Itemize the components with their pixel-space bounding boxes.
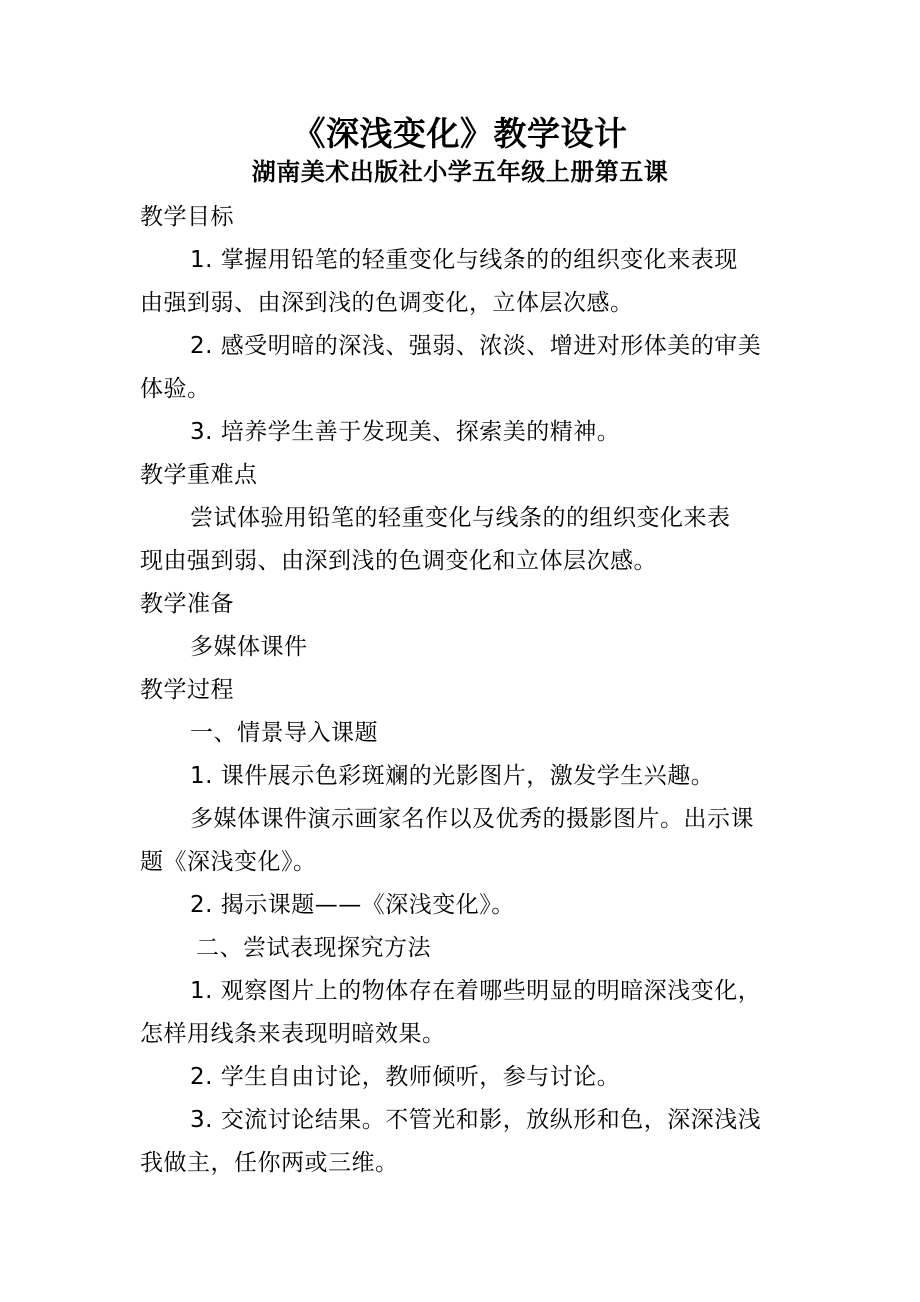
document-title: 《深浅变化》教学设计 [292, 114, 628, 153]
objective-item-1-line-1: 1. 掌握用铅笔的轻重变化与线条的的组织变化来表现 [190, 247, 738, 273]
preparation-heading: 教学准备 [140, 591, 234, 617]
process-part-1-paragraph-line-1: 多媒体课件演示画家名作以及优秀的摄影图片。出示课 [190, 806, 754, 832]
process-heading: 教学过程 [140, 677, 234, 703]
process-part-2-item-1-line-2: 怎样用线条来表现明暗效果。 [140, 1021, 446, 1047]
objectives-heading: 教学目标 [140, 204, 234, 230]
key-points-line-2: 现由强到弱、由深到浅的色调变化和立体层次感。 [140, 548, 657, 574]
objective-item-3: 3. 培养学生善于发现美、探索美的精神。 [190, 419, 621, 445]
objective-item-2-line-2: 体验。 [140, 376, 211, 402]
objective-item-1-line-2: 由强到弱、由深到浅的色调变化，立体层次感。 [140, 290, 634, 316]
process-part-1-heading: 一、情景导入课题 [190, 720, 378, 746]
document-subtitle: 湖南美术出版社小学五年级上册第五课 [251, 158, 669, 186]
process-part-2-item-2: 2. 学生自由讨论，教师倾听，参与讨论。 [190, 1064, 621, 1090]
process-part-1-paragraph-line-2: 题《深浅变化》。 [140, 849, 317, 875]
process-part-1-item-1: 1. 课件展示色彩斑斓的光影图片，激发学生兴趣。 [190, 763, 715, 789]
process-part-2-item-3-line-1: 3. 交流讨论结果。不管光和影，放纵形和色，深深浅浅 [190, 1107, 762, 1133]
key-points-heading: 教学重难点 [140, 462, 258, 488]
objective-item-2-line-1: 2. 感受明暗的深浅、强弱、浓淡、增进对形体美的审美 [190, 333, 762, 359]
preparation-content: 多媒体课件 [190, 634, 308, 660]
process-part-2-item-3-line-2: 我做主，任你两或三维。 [140, 1150, 399, 1176]
process-part-1-item-2: 2. 揭示课题——《深浅变化》。 [190, 892, 515, 918]
process-part-2-heading: 二、尝试表现探究方法 [196, 935, 431, 961]
key-points-line-1: 尝试体验用铅笔的轻重变化与线条的的组织变化来表 [190, 505, 731, 531]
process-part-2-item-1-line-1: 1. 观察图片上的物体存在着哪些明显的明暗深浅变化， [190, 978, 762, 1004]
